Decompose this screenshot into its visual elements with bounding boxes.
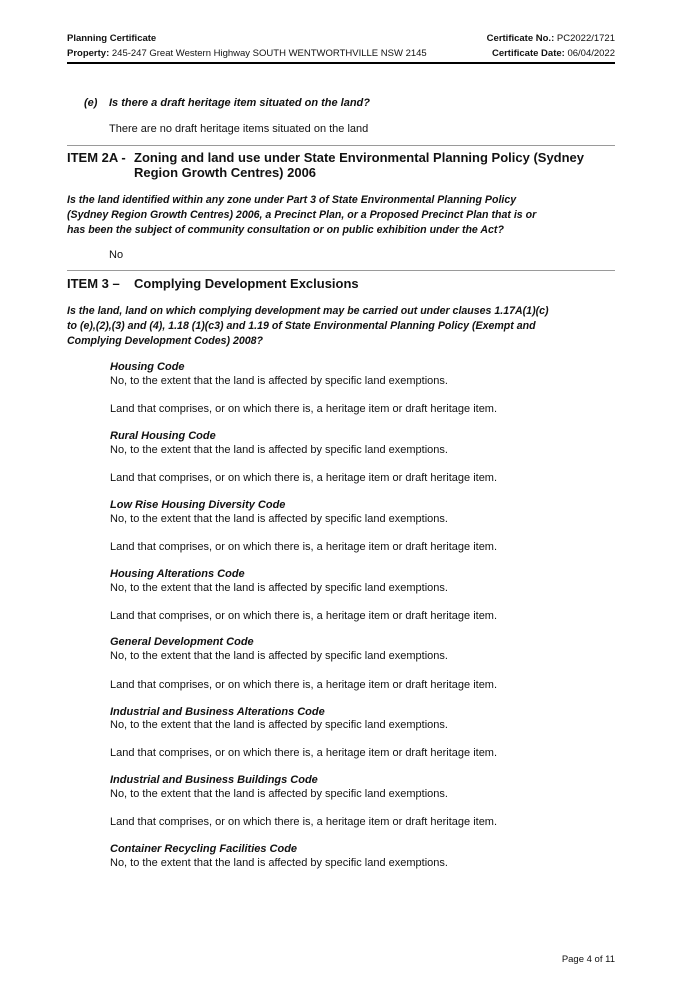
code-heritage-line: Land that comprises, or on which there is, a heritage item or draft heritage item.	[110, 403, 498, 415]
code-title-housing-alterations: Housing Alterations Code	[110, 568, 245, 580]
code-heritage-line: Land that comprises, or on which there is, a heritage item or draft heritage item.	[110, 610, 498, 622]
property-label: Property:	[67, 48, 110, 59]
code-heritage-line: Land that comprises, or on which there is, a heritage item or draft heritage item.	[110, 816, 498, 828]
certificate-date-value: 06/04/2022	[567, 48, 615, 59]
certificate-date	[492, 48, 615, 59]
code-exemption-line: No, to the extent that the land is affected by specific land exemptions.	[110, 513, 448, 525]
code-heritage-line: Land that comprises, or on which there is, a heritage item or draft heritage item.	[110, 472, 498, 484]
divider-item-3	[67, 270, 615, 271]
item-3-question-line: to (e),(2),(3) and (4), 1.18 (1)(c3) and 1.19 of State Environmental Planning Policy (Exempt and	[67, 320, 536, 332]
code-exemption-line: No, to the extent that the land is affected by specific land exemptions.	[110, 788, 448, 800]
section-e-question: Is there a draft heritage item situated on the land?	[109, 97, 370, 109]
code-title-industrial-business-buildings: Industrial and Business Buildings Code	[110, 774, 318, 786]
code-exemption-line: No, to the extent that the land is affected by specific land exemptions.	[110, 857, 448, 869]
item-3-question	[67, 304, 627, 349]
code-title-housing: Housing Code	[110, 361, 185, 373]
page-number: Page 4 of 11	[561, 954, 615, 965]
certificate-number-label: Certificate No.:	[486, 33, 555, 44]
document-title: Planning Certificate	[67, 33, 157, 44]
certificate-date-label: Certificate Date:	[491, 48, 565, 59]
code-title-low-rise-housing-diversity: Low Rise Housing Diversity Code	[110, 499, 286, 511]
item-2a-answer: No	[109, 249, 124, 261]
item-2a-question-line: has been the subject of community consultation or on public exhibition under the Act?	[67, 224, 504, 236]
item-3-number: ITEM 3 –	[67, 276, 120, 291]
property	[67, 48, 427, 59]
item-2a-number: ITEM 2A -	[67, 150, 126, 165]
item-2a-question-line: Is the land identified within any zone under Part 3 of State Environmental Planning Policy	[67, 194, 517, 206]
code-exemption-line: No, to the extent that the land is affected by specific land exemptions.	[110, 719, 448, 731]
code-heritage-line: Land that comprises, or on which there is, a heritage item or draft heritage item.	[110, 679, 498, 691]
code-title-rural-housing: Rural Housing Code	[110, 430, 216, 442]
code-title-industrial-business-alterations: Industrial and Business Alterations Code	[110, 706, 325, 718]
header-divider	[67, 62, 615, 64]
item-3-question-line: Complying Development Codes) 2008?	[67, 335, 264, 347]
divider-item-2a	[67, 145, 615, 146]
code-exemption-line: No, to the extent that the land is affected by specific land exemptions.	[110, 650, 448, 662]
section-e-answer: There are no draft heritage items situated on the land	[109, 123, 369, 135]
certificate-number-value: PC2022/1721	[556, 33, 615, 44]
certificate-number	[487, 33, 615, 44]
code-title-container-recycling-facilities: Container Recycling Facilities Code	[110, 843, 298, 855]
item-3-title: Complying Development Exclusions	[134, 276, 359, 291]
item-2a-question	[67, 193, 627, 238]
code-heritage-line: Land that comprises, or on which there is, a heritage item or draft heritage item.	[110, 747, 498, 759]
property-value: 245-247 Great Western Highway SOUTH WENTWORTHVILLE NSW 2145	[111, 48, 427, 59]
code-heritage-line: Land that comprises, or on which there is, a heritage item or draft heritage item.	[110, 541, 498, 553]
code-exemption-line: No, to the extent that the land is affected by specific land exemptions.	[110, 375, 448, 387]
section-e-letter: (e)	[84, 97, 98, 109]
item-2a-title-line-2: Region Growth Centres) 2006	[134, 165, 317, 180]
code-exemption-line: No, to the extent that the land is affected by specific land exemptions.	[110, 582, 448, 594]
item-2a-title-line-1: Zoning and land use under State Environmental Planning Policy (Sydney	[134, 150, 585, 165]
item-2a-question-line: (Sydney Region Growth Centres) 2006, a Precinct Plan, or a Proposed Precinct Plan that is or	[67, 209, 537, 221]
code-title-general-development: General Development Code	[110, 636, 254, 648]
item-3-question-line: Is the land, land on which complying development may be carried out under clauses 1.17A(1)(c)	[67, 305, 549, 317]
code-exemption-line: No, to the extent that the land is affected by specific land exemptions.	[110, 444, 448, 456]
